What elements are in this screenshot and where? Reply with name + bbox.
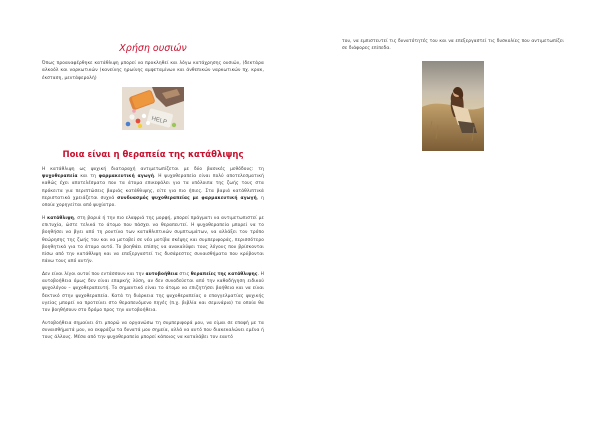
text-run: . Η ψυχοθεραπεία είναι πολύ αποτελεσματική καθώς έχει αποτελέσματα που τα άτομα επικεφάλει για τα υπόλοιπα της ζωής τους στα πρόκειτα για περιπτώσεις βαριάς κατάθλιψης, είτε για πιο ήπιες. Στα βαριά κατάθλιπτικά περιστατικά χρειάζεται συχνά: [42, 174, 264, 202]
treatment-paragraph-4: Αυτοβοήθεια σημαίνει ότι μπορώ να οργανώσω τη συμπεριφορά μου, να είμαι σε επαφή με τα συναισθήματά μου, να εκφράζω τα δυνατά μου σημεία, αλλά να αυτό που διακεκαλώνει εμένα ή τους άλλους. Μέσα από την ψυχοθεραπεία μπορεί κάποιος να καταλάβει τον εαυτό: [42, 320, 264, 341]
treatment-paragraph-3: [42, 271, 264, 315]
text-run: και τη: [77, 174, 99, 180]
text-run: , στη βαριά ή την πιο ελαφριά της μορφή, μπορεί πράγματι να αντιμετωπιστεί με επιτυχία, ώστε τελικά το άτομο που πάσχει να θεραπευτεί. Η ψυχοθεραπεία μπορεί να το βοηθήσει να βγει από τη ρουτίνα των καταθλιπτικών συμπτωμάτων, να αλλάξει τον τρόπο θεώρησης της ζωής του και να μεταβεί σε νέα μοτίβα σκέψης και συμπεριφοράς, περισσότερο βοηθητικά για το άτομο αυτό. Το βοηθάει επίσης να ανακαλύψει τους λόγους που βρίσκονται πίσω από την κατάθλιψη και να επεξεργαστεί τις δυσάρεστες συναισθήματα που κρύβονται πάνω τους από αυτήν.: [42, 215, 264, 265]
section-title-treatment: Ποια είναι η θεραπεία της κατάθλιψης: [62, 149, 244, 160]
pills-photo: [122, 87, 184, 130]
treatment-paragraph-1: [42, 166, 264, 210]
bold-term-medication: φαρμακευτική αγωγή: [98, 174, 155, 180]
section-title-substance-use: Χρήση ουσιών: [119, 43, 187, 54]
bold-term-depression: κατάθλιψη: [47, 215, 74, 221]
bold-term-self-help: αυτοβοήθεια: [145, 271, 178, 277]
bold-term-combination: συνδυασμός ψυχοθεραπείας με φαρμακευτική αγωγή: [117, 196, 257, 202]
text-run: Δεν είναι λίγοι αυτοί που εντάσσουν και την: [42, 271, 146, 277]
text-run: Η: [42, 215, 48, 221]
bold-term-psychotherapy: ψυχοθεραπεία: [42, 174, 78, 180]
bold-term-depression-therapies: θεραπείες της κατάθλιψης: [190, 271, 258, 277]
right-column: [342, 38, 564, 151]
treatment-paragraph-2: [42, 215, 264, 266]
text-run: στις: [177, 271, 191, 277]
intro-paragraph: Όπως προαναφέρθηκε κατάθλιψη μπορεί να προκληθεί και λόγω κατάχρησης ουσιών, (δεκτάρα αλκοόλ και ναρκωτικών (κανείνης ηρωίνης αμφεταμίνων και άνθεπικών ναρκωτικών πχ. κρακ, έκσταση, μεντάφερολή): [42, 61, 264, 81]
text-run: . Η αυτοβοήθεια όμως δεν είναι επαρκής λύση, αν δεν συνοδεύεται από την καθοδήγηση ειδικού ψυχολόγου – ψυχοθεραπευτή. Το σημαντικό είναι το άτομο να επιζητήσει βοήθεια και να είναι δεκτικό στην ψυχοθεραπεία. Κατά τη διάρκεια της ψυχοθεραπείας ο επαγγελματίας ψυχικής υγείας μπορεί να προτείνει στο θεραπευόμενο πηγές (π.χ. βιβλία και σεμινάρια) τα οποία θα τον βοηθήσουν στο δρόμο προς την αυτοβοήθεια.: [42, 271, 264, 314]
continued-paragraph: του, να εμπιστευτεί τις δυνατότητές του και να επεξεργαστεί τις δυσκολίες που αντιμετωπίζει σε διάφορες επίπεδα.: [342, 39, 564, 52]
text-run: , η οποία χορηγείται από ψυχίατρο.: [42, 196, 264, 209]
left-column: [42, 38, 264, 346]
text-run: Η κατάθλιψη ως ψυχική διαταραχή αντιμετωπίζεται με δύο βασικές μεθόδους: τη: [42, 166, 264, 172]
woman-field-photo: [422, 61, 484, 151]
svg-text:HELP: HELP: [150, 115, 168, 126]
